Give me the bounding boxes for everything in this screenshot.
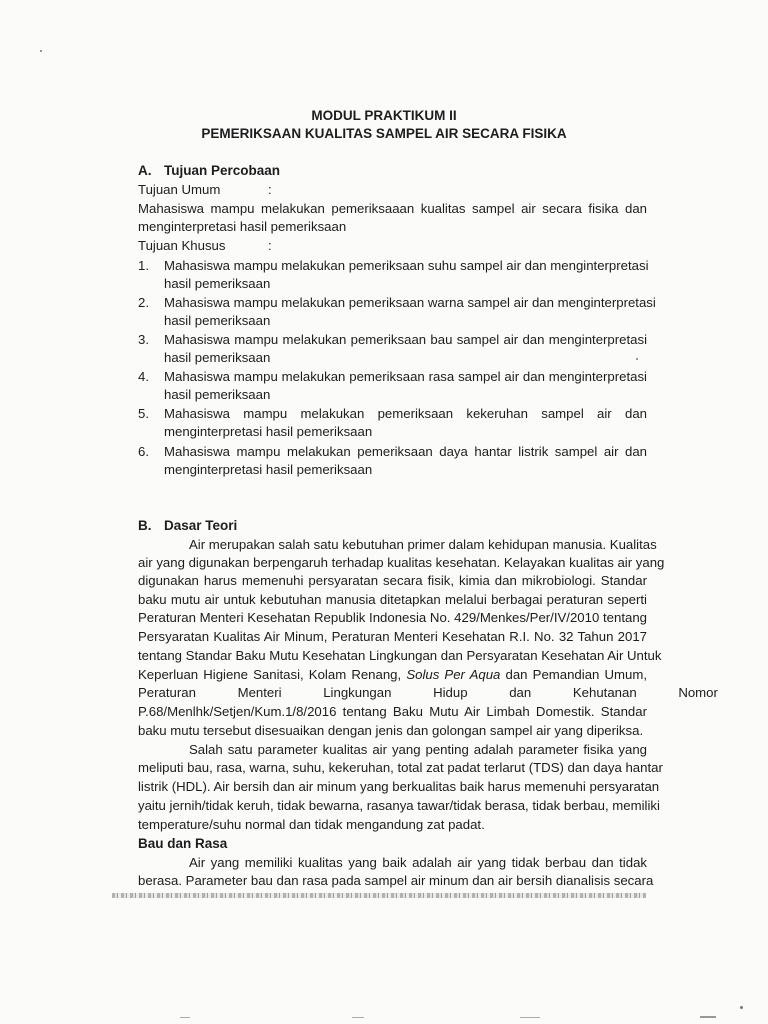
- list-item-number: 6.: [138, 444, 149, 459]
- list-item-text-cont: menginterpretasi hasil pemeriksaan: [164, 462, 373, 477]
- scan-speck: [520, 1017, 540, 1018]
- section-b-letter: B.: [138, 518, 152, 533]
- paragraph-line: Salah satu parameter kualitas air yang penting adalah parameter fisika yang: [189, 742, 647, 757]
- paragraph-line: digunakan harus memenuhi persyaratan secara fisik, kimia dan mikrobiologi. Standar: [138, 573, 647, 588]
- tujuan-umum-text-2: menginterpretasi hasil pemeriksaan: [138, 219, 347, 234]
- module-title: MODUL PRAKTIKUM II: [311, 108, 457, 123]
- list-item-text: Mahasiswa mampu melakukan pemeriksaan kekeruhan sampel air dan: [164, 406, 647, 421]
- scan-speck: [352, 1017, 364, 1018]
- paragraph-italic-term: Solus Per Aqua: [406, 667, 501, 682]
- paragraph-line: temperature/suhu normal dan tidak mengandung zat padat.: [138, 817, 485, 832]
- list-item-number: 4.: [138, 369, 149, 384]
- scan-speck: [700, 1016, 716, 1018]
- list-item-number: 5.: [138, 406, 149, 421]
- list-item-text: Mahasiswa mampu melakukan pemeriksaan rasa sampel air dan menginterpretasi: [164, 369, 647, 384]
- list-item-text: Mahasiswa mampu melakukan pemeriksaan suhu sampel air dan menginterpretasi: [164, 258, 649, 273]
- paragraph-segment: dan Pemandian Umum,: [500, 667, 647, 682]
- list-item-number: 3.: [138, 332, 149, 347]
- tujuan-umum-colon: :: [268, 182, 272, 197]
- list-item-text: Mahasiswa mampu melakukan pemeriksaan bau sampel air dan menginterpretasi: [164, 332, 647, 347]
- paragraph-line: [138, 667, 647, 682]
- paragraph-line: Peraturan Menteri Lingkungan Hidup dan Kehutanan Nomor: [138, 685, 718, 700]
- scan-speck: [40, 50, 42, 52]
- paragraph-line: Air yang memiliki kualitas yang baik adalah air yang tidak berbau dan tidak: [189, 855, 647, 870]
- list-item-text-cont: hasil pemeriksaan: [164, 350, 271, 365]
- scan-speck: [740, 1006, 743, 1009]
- scan-speck: [636, 358, 638, 360]
- paragraph-line: P.68/Menlhk/Setjen/Kum.1/8/2016 tentang Baku Mutu Air Limbah Domestik. Standar: [138, 704, 647, 719]
- paragraph-line: Persyaratan Kualitas Air Minum, Peraturan Menteri Kesehatan R.I. No. 32 Tahun 2017: [138, 629, 647, 644]
- list-item-text-cont: hasil pemeriksaan: [164, 387, 271, 402]
- section-b-heading: [138, 518, 237, 533]
- section-a-heading: [138, 163, 280, 178]
- paragraph-line: air yang digunakan berpengaruh terhadap kualitas kesehatan. Kelayakan kualitas air yang: [138, 555, 665, 570]
- list-item-text-cont: hasil pemeriksaan: [164, 313, 271, 328]
- list-item-text: Mahasiswa mampu melakukan pemeriksaan warna sampel air dan menginterpretasi: [164, 295, 656, 310]
- list-item-number: 2.: [138, 295, 149, 310]
- subheading-bau-dan-rasa: Bau dan Rasa: [138, 836, 228, 851]
- paragraph-line: listrik (HDL). Air bersih dan air minum yang berkualitas baik harus memenuhi persyaratan: [138, 779, 660, 794]
- list-item-text-cont: menginterpretasi hasil pemeriksaan: [164, 424, 373, 439]
- paragraph-line: baku mutu tersebut disesuaikan dengan jenis dan golongan sampel air yang diperiksa.: [138, 723, 644, 738]
- list-item-number: 1.: [138, 258, 149, 273]
- paragraph-line: Air merupakan salah satu kebutuhan primer dalam kehidupan manusia. Kualitas: [189, 537, 657, 552]
- scan-speck: [180, 1017, 190, 1018]
- tujuan-khusus-colon: :: [268, 238, 272, 253]
- tujuan-umum-label: Tujuan Umum: [138, 182, 221, 197]
- section-a-title: Tujuan Percobaan: [164, 163, 281, 178]
- tujuan-khusus-label: Tujuan Khusus: [138, 238, 226, 253]
- paragraph-line: baku mutu air untuk kebutuhan manusia ditetapkan melalui berbagai peraturan seperti: [138, 592, 647, 607]
- tujuan-umum-text-1: Mahasiswa mampu melakukan pemeriksaaan kualitas sampel air secara fisika dan: [138, 201, 647, 216]
- paragraph-segment: Keperluan Higiene Sanitasi, Kolam Renang,: [138, 667, 407, 682]
- paragraph-line: yaitu jernih/tidak keruh, tidak bewarna, rasanya tawar/tidak berasa, tidak berbau, memiliki: [138, 798, 660, 813]
- paragraph-line: meliputi bau, rasa, warna, suhu, kekeruhan, total zat padat terlarut (TDS) dan daya hantar: [138, 760, 663, 775]
- module-subtitle: PEMERIKSAAN KUALITAS SAMPEL AIR SECARA FISIKA: [201, 126, 567, 141]
- paragraph-line: Peraturan Menteri Kesehatan Republik Indonesia No. 429/Menkes/Per/IV/2010 tentang: [138, 610, 647, 625]
- paragraph-line: berasa. Parameter bau dan rasa pada sampel air minum dan air bersih dianalisis secara: [138, 873, 654, 888]
- paragraph-line: tentang Standar Baku Mutu Kesehatan Lingkungan dan Persyaratan Kesehatan Air Untuk: [138, 648, 662, 663]
- section-b-title: Dasar Teori: [164, 518, 238, 533]
- scan-edge-line: [112, 893, 646, 898]
- list-item-text: Mahasiswa mampu melakukan pemeriksaan daya hantar listrik sampel air dan: [164, 444, 647, 459]
- list-item-text-cont: hasil pemeriksaan: [164, 276, 271, 291]
- section-a-letter: A.: [138, 163, 152, 178]
